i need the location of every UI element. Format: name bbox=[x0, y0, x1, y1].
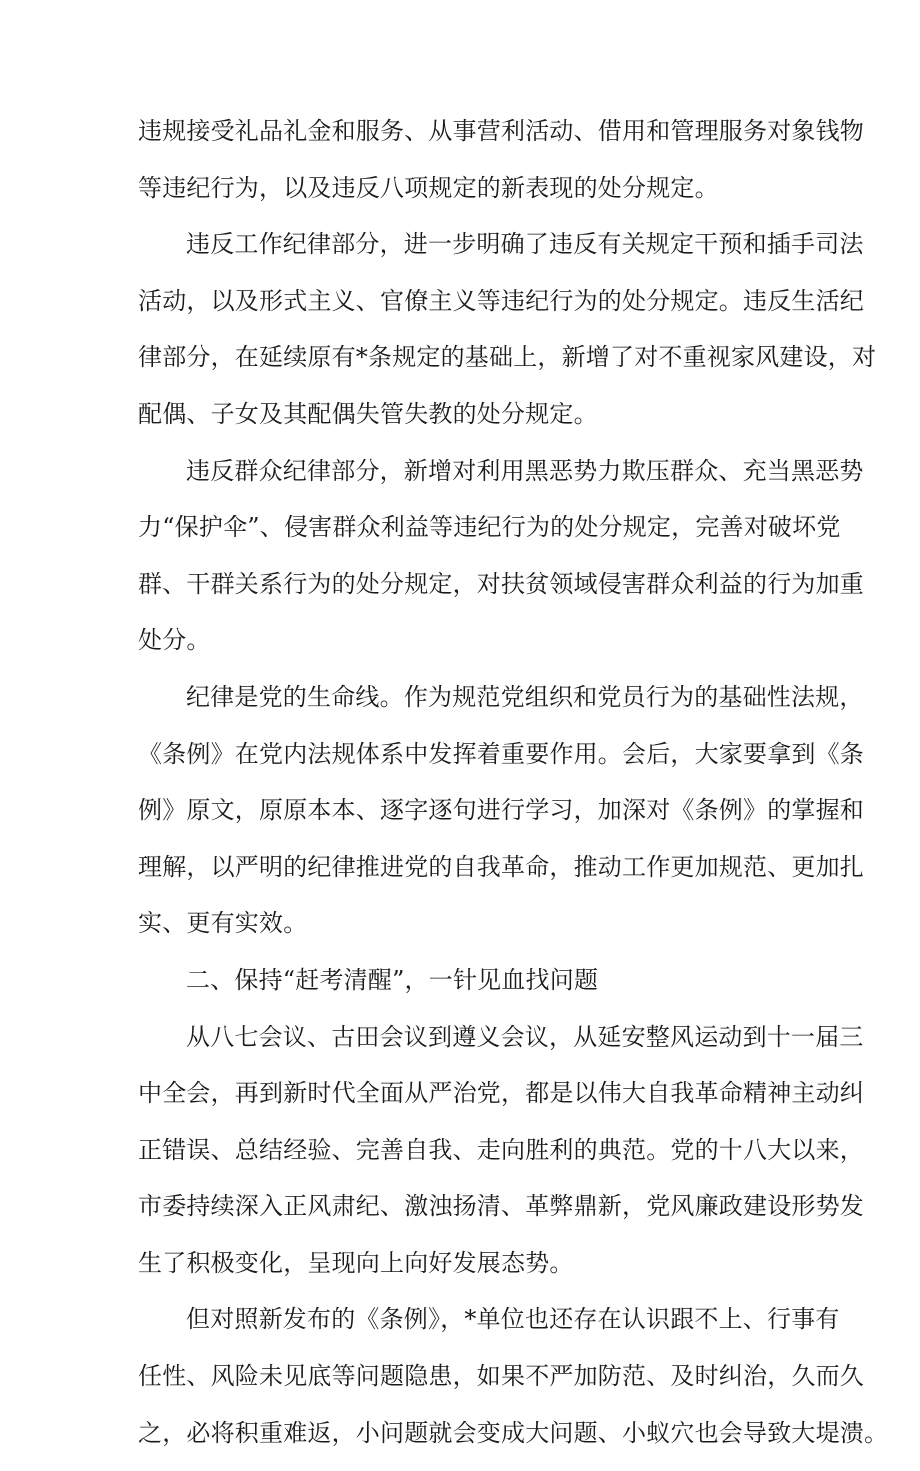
paragraph-first-line: 从八七会议、古田会议到遵义会议，从延安整风运动到十一届三 bbox=[186, 1022, 864, 1051]
text-line: 之，必将积重难返，小问题就会变成大问题、小蚁穴也会导致大堤溃。 bbox=[138, 1418, 889, 1447]
text-line: 力“保护伞”、侵害群众利益等违纪行为的处分规定，完善对破坏党 bbox=[138, 513, 841, 542]
paragraph-first-line: 违反群众纪律部分，新增对利用黑恶势力欺压群众、充当黑恶势 bbox=[186, 456, 864, 485]
text-line: 例》原文，原原本本、逐字逐句进行学习，加深对《条例》的掌握和 bbox=[138, 796, 864, 825]
text-line: 任性、风险未见底等问题隐患，如果不严加防范、及时纠治，久而久 bbox=[138, 1362, 864, 1391]
text-line: 等违纪行为，以及违反八项规定的新表现的处分规定。 bbox=[138, 173, 719, 202]
text-line: 《条例》在党内法规体系中发挥着重要作用。会后，大家要拿到《条 bbox=[138, 739, 864, 768]
text-line: 活动，以及形式主义、官僚主义等违纪行为的处分规定。违反生活纪 bbox=[138, 286, 864, 315]
section-heading: 二、保持“赶考清醒”，一针见血找问题 bbox=[186, 965, 599, 994]
text-line: 律部分，在延续原有*条规定的基础上，新增了对不重视家风建设，对 bbox=[138, 343, 877, 372]
text-line: 中全会，再到新时代全面从严治党，都是以伟大自我革命精神主动纠 bbox=[138, 1079, 864, 1108]
text-line: 理解，以严明的纪律推进党的自我革命，推动工作更加规范、更加扎 bbox=[138, 852, 864, 881]
paragraph-first-line: 但对照新发布的《条例》，*单位也还存在认识跟不上、行事有 bbox=[186, 1305, 840, 1334]
paragraph-first-line: 违反工作纪律部分，进一步明确了违反有关规定干预和插手司法 bbox=[186, 230, 864, 259]
text-line: 处分。 bbox=[138, 626, 211, 655]
text-line: 违规接受礼品礼金和服务、从事营利活动、借用和管理服务对象钱物 bbox=[138, 117, 864, 145]
text-line: 生了积极变化，呈现向上向好发展态势。 bbox=[138, 1248, 574, 1277]
text-line: 群、干群关系行为的处分规定，对扶贫领域侵害群众利益的行为加重 bbox=[138, 569, 864, 598]
text-line: 市委持续深入正风肃纪、激浊扬清、革弊鼎新，党风廉政建设形势发 bbox=[138, 1192, 864, 1221]
paragraph-first-line: 纪律是党的生命线。作为规范党组织和党员行为的基础性法规， bbox=[186, 682, 864, 711]
text-line: 配偶、子女及其配偶失管失教的处分规定。 bbox=[138, 399, 598, 428]
text-line: 实、更有实效。 bbox=[138, 909, 308, 938]
document-page bbox=[138, 113, 889, 1471]
text-line: 正错误、总结经验、完善自我、走向胜利的典范。党的十八大以来， bbox=[138, 1135, 864, 1164]
